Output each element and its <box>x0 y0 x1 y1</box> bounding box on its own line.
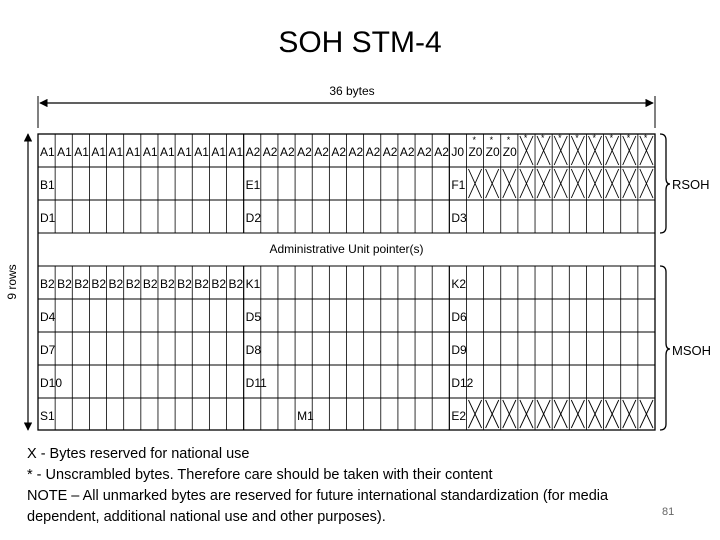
byte-label: Z0 <box>485 145 500 159</box>
notes-block <box>27 444 707 528</box>
byte-label: B2 <box>74 277 89 291</box>
note-star: * - Unscrambled bytes. Therefore care should be taken with their content <box>27 467 493 483</box>
byte-label: A1 <box>194 145 209 159</box>
byte-label: D4 <box>40 310 56 324</box>
unscrambled-star-mark: * <box>506 135 511 145</box>
unscrambled-star-mark: * <box>523 133 528 143</box>
byte-label: J0 <box>451 145 465 159</box>
rsoh-label: RSOH <box>672 177 710 192</box>
unscrambled-star-mark: * <box>575 133 579 143</box>
byte-label: B2 <box>177 277 192 291</box>
byte-label: A2 <box>262 145 278 159</box>
byte-label: D7 <box>40 343 56 357</box>
byte-label: D5 <box>245 310 262 324</box>
byte-label: D3 <box>451 211 467 225</box>
unscrambled-star-mark: * <box>558 133 562 143</box>
page-number: 81 <box>662 506 675 518</box>
byte-label: B2 <box>125 277 141 291</box>
byte-label: B2 <box>159 277 175 291</box>
byte-label: K2 <box>451 277 467 291</box>
au-pointer-label: Administrative Unit pointer(s) <box>269 242 424 256</box>
rsoh-brace <box>660 134 670 233</box>
width-label: 36 bytes <box>329 84 375 98</box>
byte-label: A1 <box>159 145 175 159</box>
byte-label: B2 <box>142 277 158 291</box>
byte-label: F1 <box>451 178 466 192</box>
byte-label: B2 <box>40 277 55 291</box>
byte-label: K1 <box>245 277 261 291</box>
byte-label: E1 <box>245 178 261 192</box>
unscrambled-star-mark: * <box>489 135 494 145</box>
msoh-label: MSOH <box>672 343 711 358</box>
unscrambled-star-mark: * <box>541 133 545 143</box>
byte-label: A1 <box>91 145 107 159</box>
byte-label: D8 <box>245 343 262 357</box>
byte-label: A2 <box>279 145 295 159</box>
byte-label: A1 <box>177 145 192 159</box>
unscrambled-star-mark: * <box>609 133 614 143</box>
byte-label: D9 <box>451 343 467 357</box>
byte-label: E2 <box>451 409 467 423</box>
byte-label: A2 <box>417 145 432 159</box>
byte-label: A1 <box>228 145 244 159</box>
byte-label: A1 <box>142 145 158 159</box>
page-title: SOH STM-4 <box>278 26 442 59</box>
byte-grid <box>38 133 655 430</box>
byte-label: B2 <box>194 277 209 291</box>
unscrambled-star-mark: * <box>626 133 631 143</box>
note-unmarked: NOTE – All unmarked bytes are reserved for future international standardization (for media <box>27 488 609 504</box>
byte-label: D10 <box>40 376 63 390</box>
byte-label: B2 <box>91 277 107 291</box>
byte-label: A2 <box>331 145 347 159</box>
byte-label: B2 <box>108 277 124 291</box>
note-x: X - Bytes reserved for national use <box>27 446 250 462</box>
byte-label: A1 <box>108 145 124 159</box>
byte-label: S1 <box>40 409 55 423</box>
byte-label: A2 <box>314 145 329 159</box>
byte-label: M1 <box>297 409 314 423</box>
msoh-brace <box>660 266 670 430</box>
byte-label: A2 <box>399 145 415 159</box>
unscrambled-star-mark: * <box>643 133 648 143</box>
byte-label: B1 <box>40 178 55 192</box>
note-unmarked-cont: dependent, additional national use and other purposes). <box>27 509 386 525</box>
byte-label: D2 <box>245 211 262 225</box>
byte-label: D1 <box>40 211 56 225</box>
byte-label: B2 <box>57 277 72 291</box>
byte-label: D6 <box>451 310 467 324</box>
byte-label: A1 <box>40 145 55 159</box>
byte-label: B2 <box>211 277 227 291</box>
byte-label: D12 <box>451 376 474 390</box>
byte-label: A2 <box>382 145 398 159</box>
unscrambled-star-mark: * <box>472 135 476 145</box>
byte-label: A1 <box>57 145 72 159</box>
byte-label: A2 <box>297 145 312 159</box>
byte-label: A1 <box>125 145 141 159</box>
byte-label: A2 <box>348 145 364 159</box>
byte-label: Z0 <box>502 145 517 159</box>
height-label: 9 rows <box>5 264 19 300</box>
unscrambled-star-mark: * <box>592 133 596 143</box>
byte-label: A2 <box>245 145 261 159</box>
byte-label: A1 <box>74 145 89 159</box>
byte-label: B2 <box>228 277 244 291</box>
byte-label: A1 <box>211 145 227 159</box>
byte-label: A2 <box>365 145 381 159</box>
byte-label: A2 <box>434 145 449 159</box>
byte-label: D11 <box>245 376 267 390</box>
byte-label: Z0 <box>468 145 483 159</box>
